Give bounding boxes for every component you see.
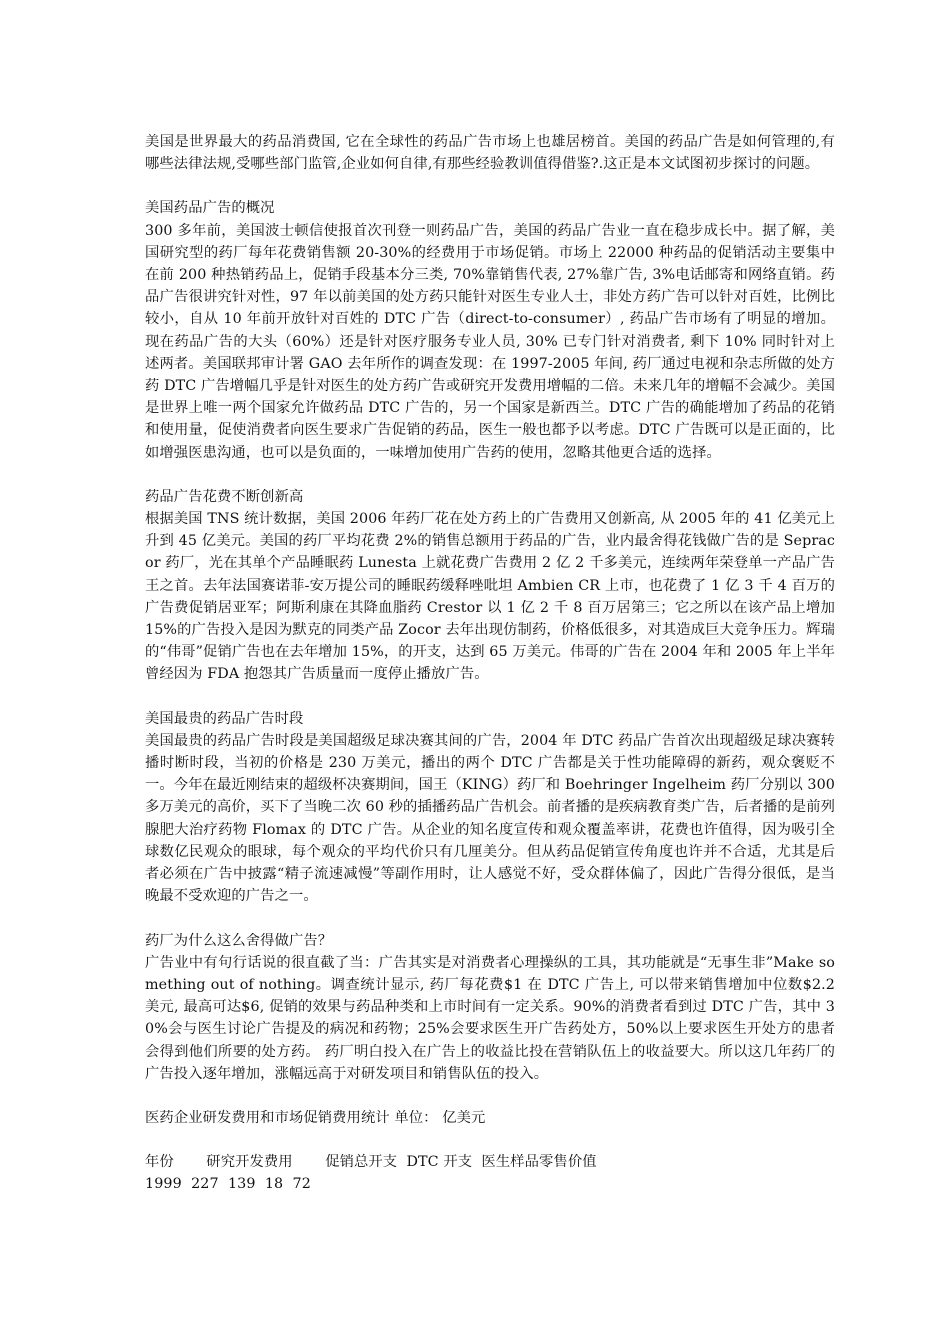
spacer	[145, 464, 835, 486]
section-heading-expensive-slot: 美国最贵的药品广告时段	[145, 710, 304, 727]
document-page	[145, 131, 835, 1196]
table-header-row: 年份 研究开发费用 促销总开支 DTC 开支 医生样品零售价值	[145, 1154, 597, 1171]
spacer	[145, 1129, 835, 1151]
spacer	[145, 686, 835, 708]
section-body-why-advertise: 广告业中有句行话说的很直截了当：广告其实是对消费者心理操纵的工具，其功能就是“无事生非”Make something out of nothing。调查统计显示, 药厂每花费$1 在 DTC 广告上, 可以带来销售增加中位数$2.2 美元, 最高可达$6, 促销的效果与药品种类和上市时间有一定关系。90%的消费者看到过 DTC 广告，其中 30%会与医生讨论广告提及的病况和药物；25%会要求医生开广告药处方，50%以上要求医生开处方的患者会得到他们所要的处方药。 药厂明白投入在广告上的收益比投在营销队伍上的收益要大。所以这几年药厂的广告投入逐年增加，涨幅远高于对研发项目和销售队伍的投入。	[145, 954, 835, 1082]
table-row: 1999 227 139 18 72	[145, 1176, 311, 1193]
spacer	[145, 908, 835, 930]
section-body-overview: 300 多年前，美国波士顿信使报首次刊登一则药品广告，美国的药品广告业一直在稳步成长中。据了解，美国研究型的药厂每年花费销售额 20-30%的经费用于市场促销。市场上 22000 种药品的促销活动主要集中在前 200 种热销药品上，促销手段基本分三类, 70%靠销售代表, 27%靠广告, 3%电话邮寄和网络直销。药品广告很讲究针对性，97 年以前美国的处方药只能针对医生专业人士，非处方药广告可以针对百姓，比例比较小，自从 10 年前开放针对百姓的 DTC 广告（direct-to-consumer）, 药品广告市场有了明显的增加。现在药品广告的大头（60%）还是针对医疗服务专业人员, 30% 已专门针对消费者, 剩下 10% 同时针对上述两者。美国联邦审计署 GAO 去年所作的调查发现：在 1997-2005 年间, 药厂通过电视和杂志所做的处方药 DTC 广告增幅几乎是针对医生的处方药广告或研究开发费用增幅的二倍。未来几年的增幅不会减少。美国是世界上唯一两个国家允许做药品 DTC 广告的，另一个国家是新西兰。DTC 广告的确能增加了药品的花销和使用量，促使消费者向医生要求广告促销的药品，医生一般也都予以考虑。DTC 广告既可以是正面的，比如增强医患沟通，也可以是负面的，一味增加使用广告药的使用，忽略其他更合适的选择。	[145, 222, 835, 461]
intro-paragraph: 美国是世界最大的药品消费国, 它在全球性的药品广告市场上也雄居榜首。美国的药品广告是如何管理的,有哪些法律法规,受哪些部门监管,企业如何自律,有那些经验教训值得借鉴?.这正是本文试图初步探讨的问题。	[145, 134, 835, 173]
spacer	[145, 1085, 835, 1107]
section-body-spending: 根据美国 TNS 统计数据，美国 2006 年药厂花在处方药上的广告费用又创新高, 从 2005 年的 41 亿美元上升到 45 亿美元。美国的药厂平均花费 2%的销售总额用于药品的广告，业内最舍得花钱做广告的是 Sepracor 药厂，光在其单个产品睡眠药 Lunesta 上就花费广告费用 2 亿 2 千多美元，连续两年荣登单一产品广告王之首。去年法国赛诺菲-安万提公司的睡眠药缓释唑吡坦 Ambien CR 上市，也花费了 1 亿 3 千 4 百万的广告费促销居亚军；阿斯利康在其降血脂药 Crestor 以 1 亿 2 千 8 百万居第三；它之所以在该产品上增加 15%的广告投入是因为默克的同类产品 Zocor 去年出现仿制药，价格低很多，对其造成巨大竞争压力。辉瑞的“伟哥”促销广告也在去年增加 15%，的开支，达到 65 万美元。伟哥的广告在 2004 年和 2005 年上半年曾经因为 FDA 抱怨其广告质量而一度停止播放广告。	[145, 511, 835, 683]
section-body-expensive-slot: 美国最贵的药品广告时段是美国超级足球决赛其间的广告，2004 年 DTC 药品广告首次出现超级足球决赛转播时断时段，当初的价格是 230 万美元，播出的两个 DTC 广告都是关于性功能障碍的新药，观众褒贬不一。今年在最近刚结束的超级杯决赛期间，国王（KING）药厂和 Boehringer Ingelheim 药厂分别以 300 多万美元的高价，买下了当晚二次 60 秒的插播药品广告机会。前者播的是疾病教育类广告，后者播的是前列腺肥大治疗药物 Flomax 的 DTC 广告。从企业的知名度宣传和观众覆盖率讲，花费也许值得，因为吸引全球数亿民观众的眼球，每个观众的平均代价只有几厘美分。但从药品促销宣传角度也许并不合适，尤其是后者必须在广告中披露“精子流速减慢”等副作用时，让人感觉不好，受众群体偏了，因此广告得分很低，是当晚最不受欢迎的广告之一。	[145, 732, 835, 905]
section-heading-why-advertise: 药厂为什么这么舍得做广告？	[145, 932, 333, 949]
section-heading-spending: 药品广告花费不断创新高	[145, 488, 304, 505]
section-heading-overview: 美国药品广告的概况	[145, 200, 275, 217]
table-title: 医药企业研发费用和市场促销费用统计 单位： 亿美元	[145, 1109, 486, 1126]
spacer	[145, 175, 835, 197]
